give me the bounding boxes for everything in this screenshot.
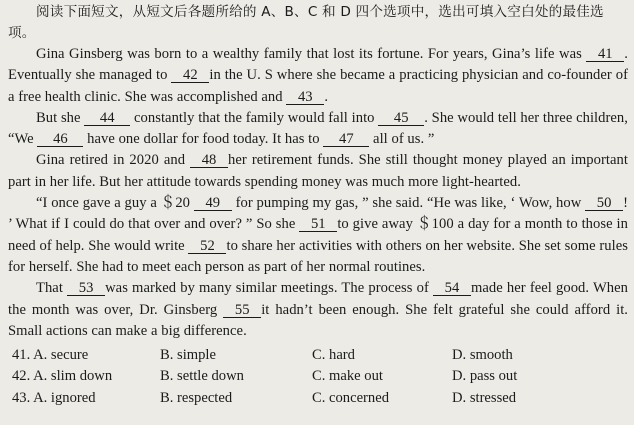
paragraph-3 <box>8 150 628 193</box>
option-row-43 <box>8 388 628 409</box>
blank-43: 43 <box>286 90 324 105</box>
option-d: D. stressed <box>452 389 517 406</box>
option-text: A. slim down <box>33 368 113 385</box>
question-number: 41. <box>12 347 31 364</box>
blank-49: 49 <box>194 196 232 211</box>
option-c: C. concerned <box>312 389 389 406</box>
option-d: D. pass out <box>452 368 518 385</box>
passage-text: But she <box>36 109 81 126</box>
passage-text: ! ’ What if I could do that over and over? ” So she <box>8 195 629 233</box>
paragraph-4 <box>8 193 628 278</box>
passage-text: for pumping my gas, ” she said. “He was like, ‘ Wow, how <box>235 195 582 212</box>
instruction-text: 阅读下面短文，从短文后各题所给的 A、B、C 和 D 四个选项中，选出可填入空白处的最佳选项。 <box>8 4 604 41</box>
option-a <box>12 366 160 387</box>
passage-text: all of us. ” <box>373 131 435 148</box>
passage-text: to give away ＄100 a day for a month to those in need of help. She would write <box>8 216 628 254</box>
blank-44: 44 <box>84 111 130 126</box>
option-text: A. secure <box>33 347 89 364</box>
passage-text: to share her activities with others on her website. She set some rules for herself. She had to meet each person as part of her normal routines. <box>8 237 628 275</box>
passage-text: . <box>324 88 329 105</box>
passage-text: constantly that the family would fall into <box>134 109 375 126</box>
paragraph-2 <box>8 108 628 151</box>
passage-text: her retirement funds. She still thought money played an important part in her life. But her attitude towards spending money was much more light-hearted. <box>8 152 628 190</box>
blank-52: 52 <box>188 239 226 254</box>
passage-text: . Eventually she managed to <box>8 46 628 84</box>
option-b: B. respected <box>160 389 233 406</box>
passage-text: . She would tell her three children, “We <box>8 109 628 148</box>
option-row-41 <box>8 345 628 366</box>
passage-text: have one dollar for food today. It has to <box>87 131 320 148</box>
passage-text: it hadn’t been enough. She felt grateful she could afford it. Small actions can make a big difference. <box>8 301 629 339</box>
option-text: A. ignored <box>33 389 96 406</box>
passage-text: Gina Ginsberg was born to a wealthy family that lost its fortune. For years, Gina’s life was <box>36 46 582 62</box>
blank-46: 46 <box>37 132 83 147</box>
question-number: 43. <box>12 389 31 406</box>
question-number: 42. <box>12 368 31 385</box>
passage-text: was marked by many similar meetings. The process of <box>105 280 429 297</box>
blank-47: 47 <box>323 132 369 147</box>
option-b: B. simple <box>160 347 216 364</box>
blank-48: 48 <box>190 153 228 168</box>
blank-45: 45 <box>378 111 424 126</box>
option-c: C. hard <box>312 347 355 364</box>
blank-55: 55 <box>223 303 261 318</box>
option-row-42 <box>8 366 628 387</box>
option-b: B. settle down <box>160 368 244 385</box>
paragraph-5 <box>8 278 628 342</box>
option-c: C. make out <box>312 368 383 385</box>
option-d: D. smooth <box>452 347 513 364</box>
options-list <box>8 345 628 409</box>
passage-text: “I once gave a guy a ＄20 <box>36 195 191 212</box>
passage-text: in the U. S where she became a practicing physician and co-founder of a free health clinic. She was accomplished and <box>8 67 628 105</box>
passage-text: made her feel good. When the month was over, Dr. Ginsberg <box>8 280 628 318</box>
option-a <box>12 388 160 409</box>
blank-54: 54 <box>433 281 471 296</box>
blank-51: 51 <box>299 217 337 232</box>
blank-41: 41 <box>586 47 624 62</box>
blank-53: 53 <box>67 281 105 296</box>
blank-42: 42 <box>171 68 209 83</box>
option-a <box>12 345 160 366</box>
paragraph-1 <box>8 44 628 108</box>
passage-text: That <box>36 280 63 297</box>
blank-50: 50 <box>585 196 623 211</box>
passage-text: Gina retired in 2020 and <box>36 152 186 169</box>
